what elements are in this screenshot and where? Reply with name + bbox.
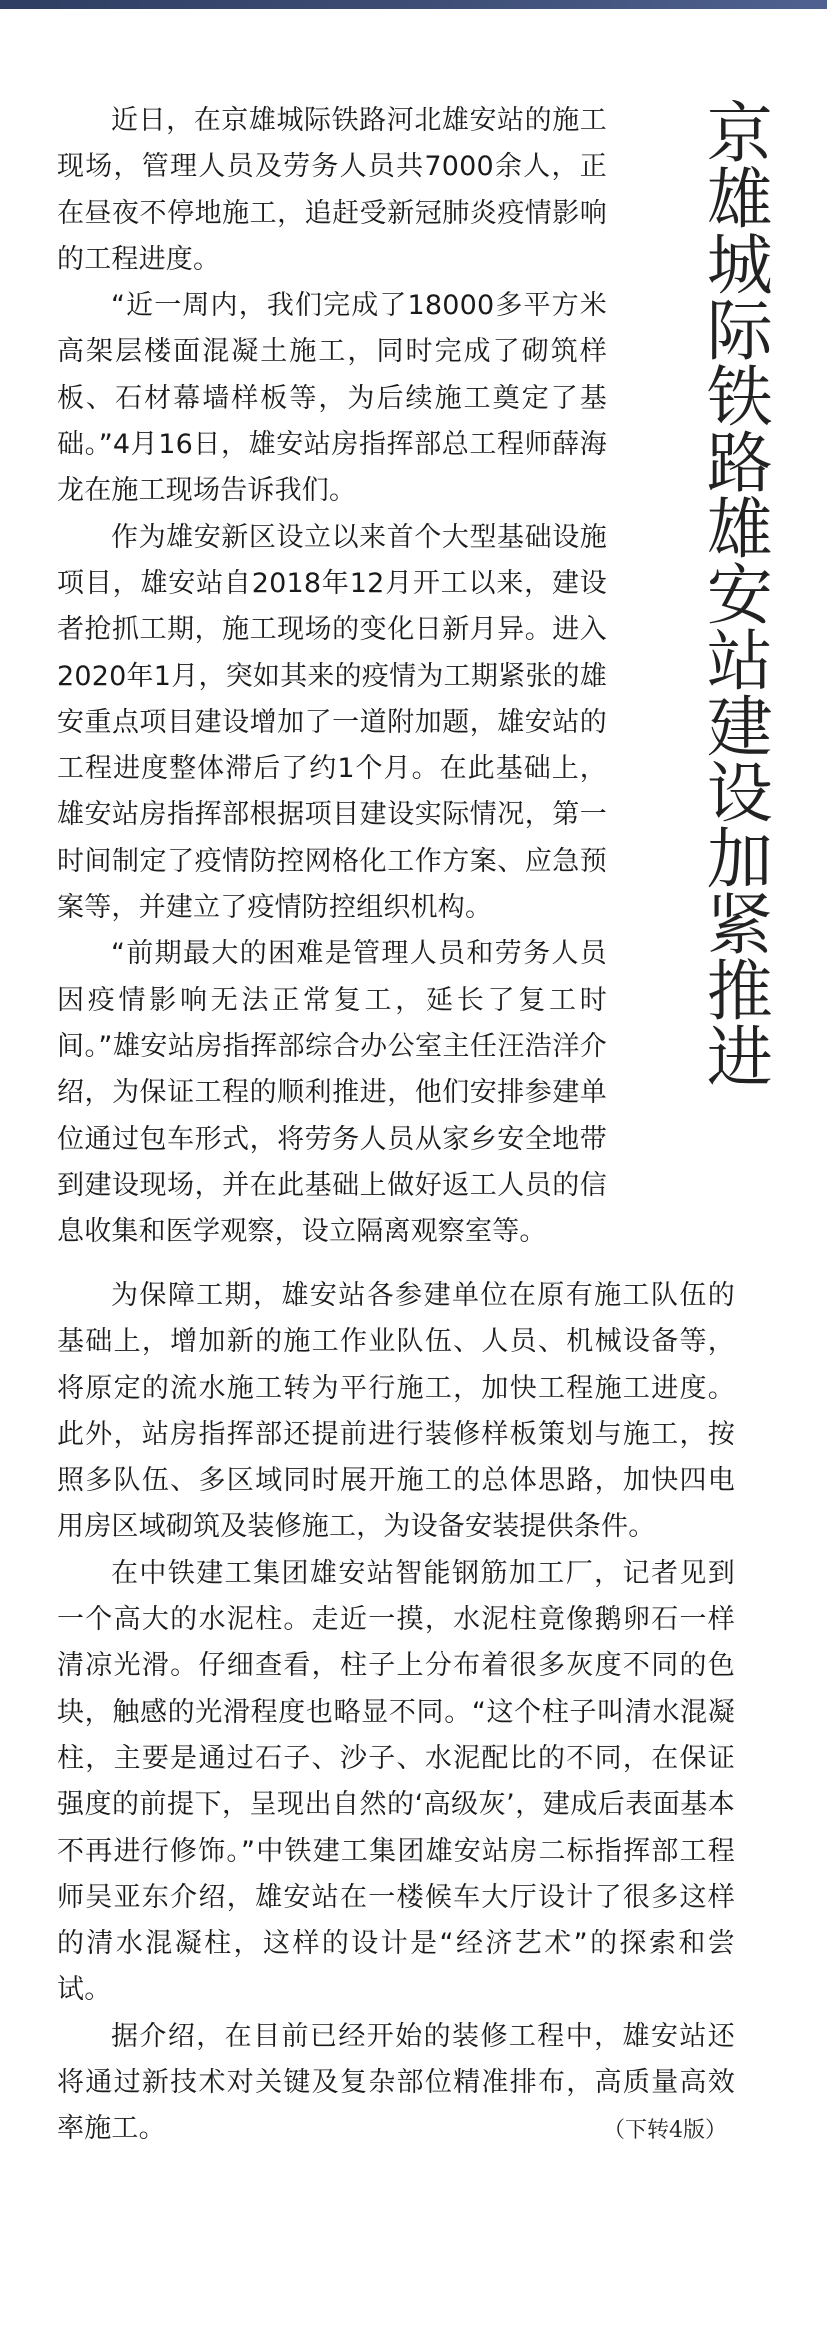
article-body-lower — [57, 1273, 735, 2153]
article-paragraph-6: 在中铁建工集团雄安站智能钢筋加工厂，记者见到一个高大的水泥柱。走近一摸，水泥柱竟像鹅卵石一样清凉光滑。仔细查看，柱子上分布着很多灰度不同的色块，触感的光滑程度也略显不同。“这个柱子叫清水混凝柱，主要是通过石子、沙子、水泥配比的不同，在保证强度的前提下，呈现出自然的‘高级灰’，建成后表面基本不再进行修饰。”中铁建工集团雄安站房二标指挥部工程师吴亚东介绍，雄安站在一楼候车大厅设计了很多这样的清水混凝柱，这样的设计是“经济艺术”的探索和尝试。 — [57, 1557, 735, 2006]
article-body-upper — [57, 98, 607, 1255]
article-headline: 京雄城际铁路雄安站建设加紧推进 — [695, 98, 773, 1088]
article-paragraph-1: 近日，在京雄城际铁路河北雄安站的施工现场，管理人员及劳务人员共7000余人，正在昼夜不停地施工，追赶受新冠肺炎疫情影响的工程进度。 — [57, 105, 607, 275]
article-paragraph-4: “前期最大的困难是管理人员和劳务人员因疫情影响无法正常复工，延长了复工时间。”雄安站房指挥部综合办公室主任汪浩洋介绍，为保证工程的顺利推进，他们安排参建单位通过包车形式，将劳务人员从家乡安全地带到建设现场，并在此基础上做好返工人员的信息收集和医学观察，设立隔离观察室等。 — [57, 938, 607, 1248]
top-banner-bar — [0, 0, 827, 9]
article-paragraph-7: 据介绍，在目前已经开始的装修工程中，雄安站还将通过新技术对关键及复杂部位精准排布，高质量高效率施工。 — [57, 2020, 735, 2145]
article-paragraph-2: “近一周内，我们完成了18000多平方米高架层楼面混凝土施工，同时完成了砌筑样板、石材幕墙样板等，为后续施工奠定了基础。”4月16日，雄安站房指挥部总工程师薛海龙在施工现场告诉我们。 — [57, 290, 607, 507]
continued-on-page-note: （下转4版） — [603, 2118, 727, 2143]
article-paragraph-5: 为保障工期，雄安站各参建单位在原有施工队伍的基础上，增加新的施工作业队伍、人员、机械设备等，将原定的流水施工转为平行施工，加快工程施工进度。此外，站房指挥部还提前进行装修样板策划与施工，按照多队伍、多区域同时展开施工的总体思路，加快四电用房区域砌筑及装修施工，为设备安装提供条件。 — [57, 1280, 735, 1543]
article-paragraph-3: 作为雄安新区设立以来首个大型基础设施项目，雄安站自2018年12月开工以来，建设者抢抓工期，施工现场的变化日新月异。进入2020年1月，突如其来的疫情为工期紧张的雄安重点项目建设增加了一道附加题，雄安站的工程进度整体滞后了约1个月。在此基础上，雄安站房指挥部根据项目建设实际情况，第一时间制定了疫情防控网格化工作方案、应急预案等，并建立了疫情防控组织机构。 — [57, 521, 607, 924]
